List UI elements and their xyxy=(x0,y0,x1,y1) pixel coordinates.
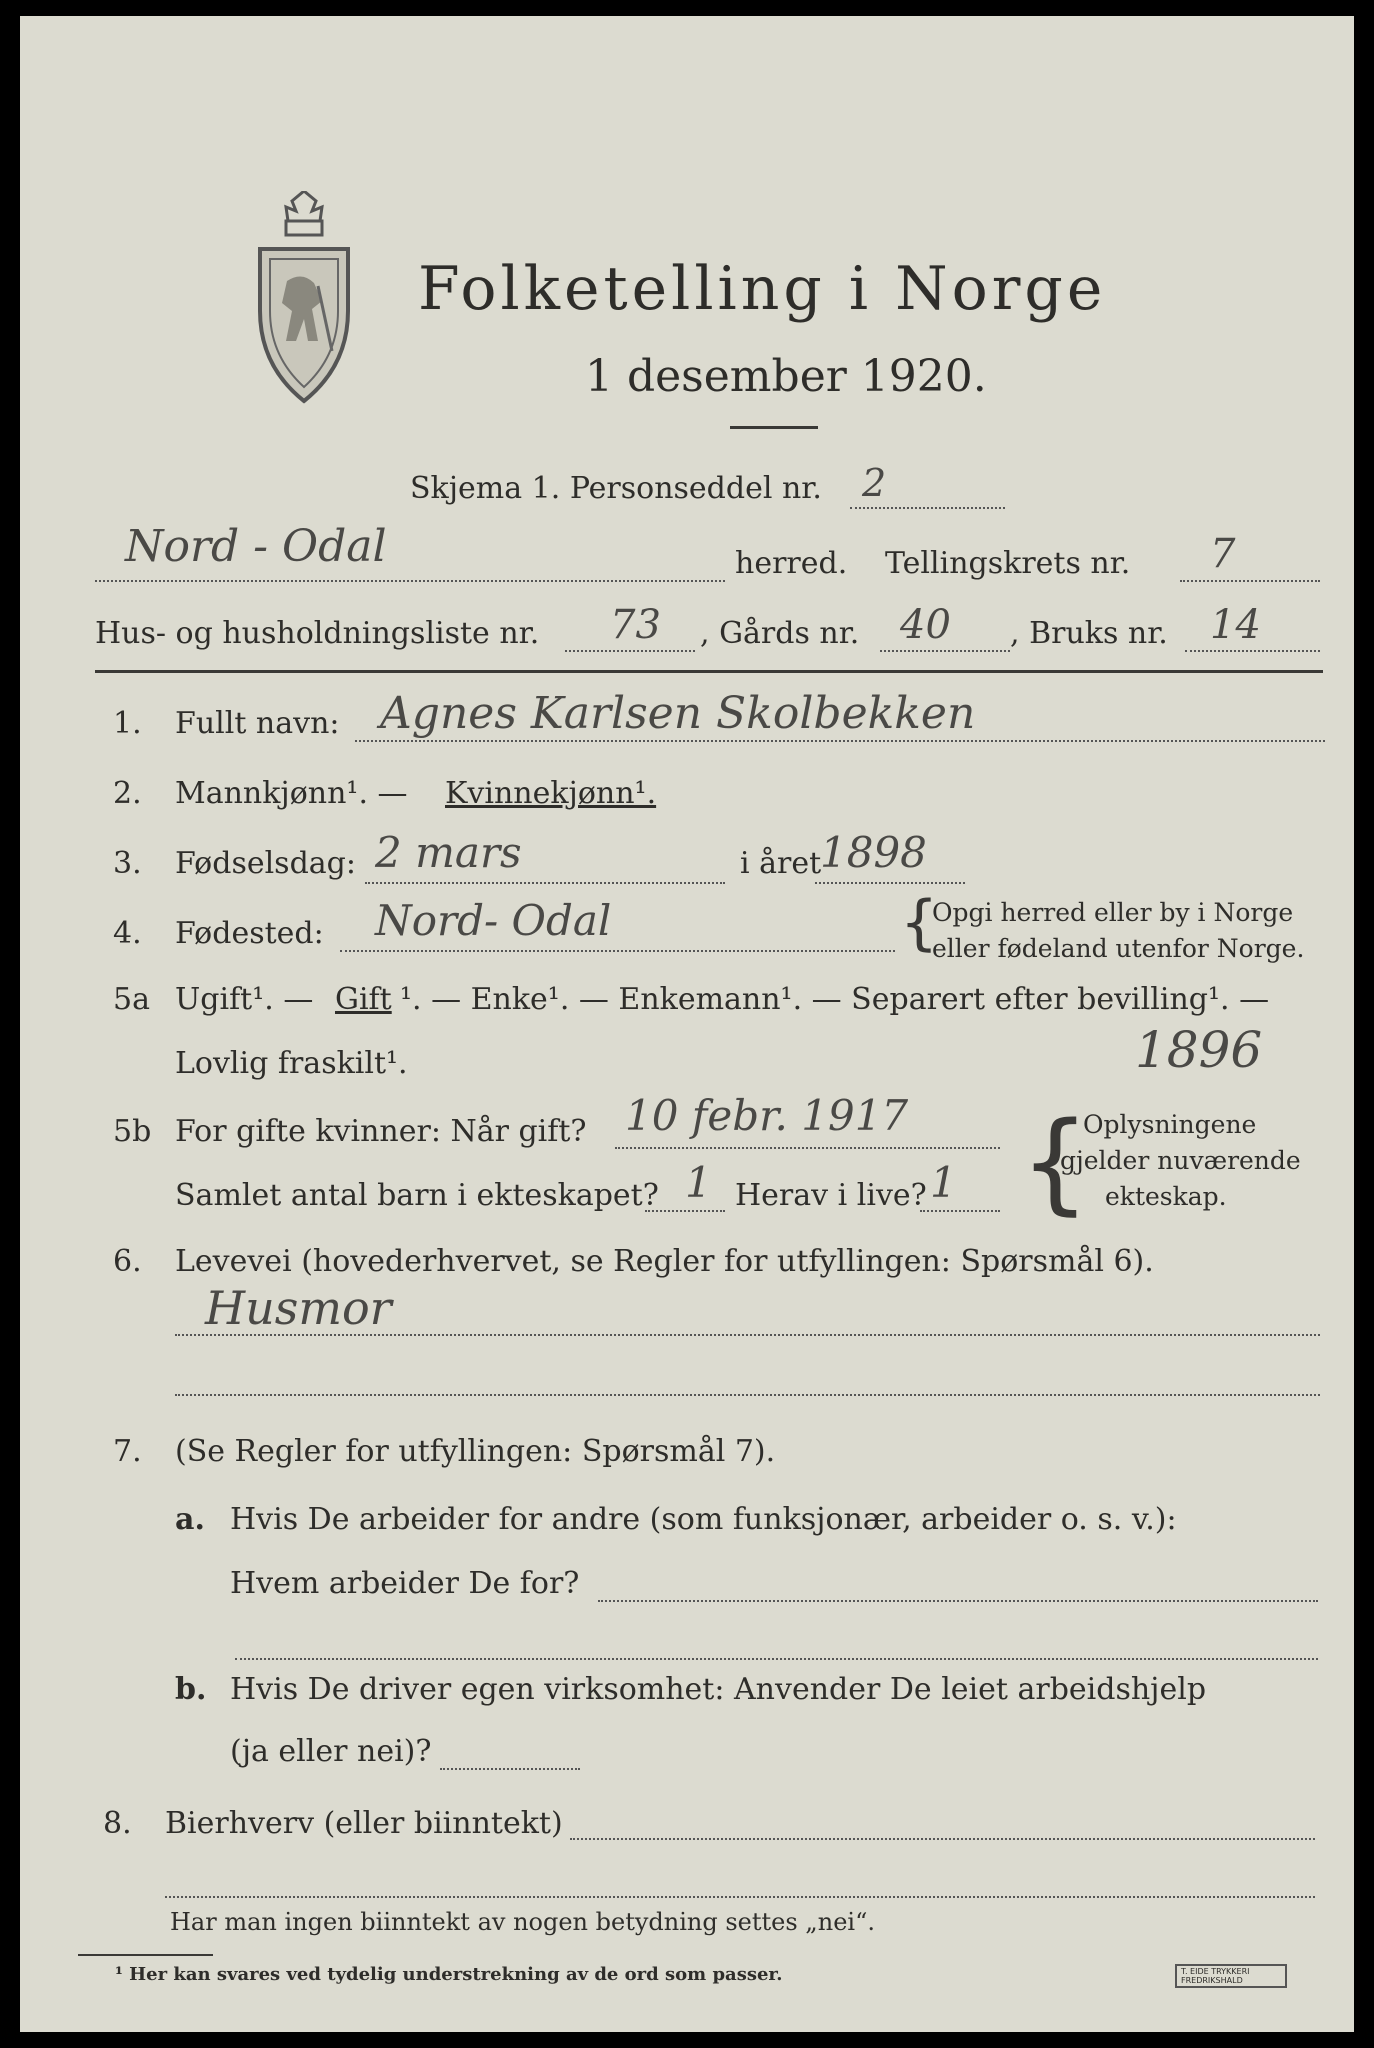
footnote: ¹ Her kan svares ved tydelig understrekning av de ord som passer. xyxy=(115,1964,783,1985)
q5a-ugift[interactable]: Ugift¹. — xyxy=(175,982,314,1017)
q8-number: 8. xyxy=(103,1806,132,1841)
header-rule xyxy=(95,670,1323,673)
household-label: Hus- og husholdningsliste nr. xyxy=(95,616,540,651)
q7a-question: Hvem arbeider De for? xyxy=(230,1566,580,1601)
q7a-line-2[interactable] xyxy=(235,1658,1318,1660)
q1-line xyxy=(355,740,1325,742)
q7-label: (Se Regler for utfyllingen: Spørsmål 7). xyxy=(175,1434,776,1469)
herred-label: herred. xyxy=(735,546,848,581)
q8-line-2[interactable] xyxy=(165,1896,1315,1898)
q5a-number: 5a xyxy=(113,982,150,1017)
q3-number: 3. xyxy=(113,846,142,881)
q4-note-1: Opgi herred eller by i Norge xyxy=(932,898,1294,927)
q7a-text: Hvis De arbeider for andre (som funksjonær, arbeider o. s. v.): xyxy=(230,1502,1177,1537)
q5b-live-label: Herav i live? xyxy=(735,1178,927,1213)
herred-line xyxy=(95,580,725,582)
q5b-barn-label: Samlet antal barn i ekteskapet? xyxy=(175,1178,659,1213)
q5b-label: For gifte kvinner: Når gift? xyxy=(175,1114,587,1149)
q1-label: Fullt navn: xyxy=(175,706,340,741)
q7b-text: Hvis De driver egen virksomhet: Anvender De leiet arbeidshjelp xyxy=(230,1672,1207,1707)
footnote-rule xyxy=(78,1954,213,1956)
gards-label: , Gårds nr. xyxy=(700,616,860,651)
q6-line-1 xyxy=(175,1334,1320,1336)
gards-line xyxy=(880,650,1010,652)
q7a-line-1[interactable] xyxy=(598,1600,1318,1602)
q5b-note-2: gjelder nuværende xyxy=(1060,1146,1301,1175)
q5b-brace: { xyxy=(1020,1098,1090,1226)
q7b-letter: b. xyxy=(175,1672,207,1707)
q7b-question: (ja eller nei)? xyxy=(230,1734,432,1769)
form-subtitle: 1 desember 1920. xyxy=(585,351,987,402)
q5b-barn-line xyxy=(645,1210,725,1212)
q3-value[interactable]: 2 mars xyxy=(375,828,522,877)
q4-value[interactable]: Nord- Odal xyxy=(375,896,612,945)
q5a-margin-note: 1896 xyxy=(1135,1021,1263,1079)
q5b-live-value[interactable]: 1 xyxy=(930,1158,957,1207)
q8-line-1[interactable] xyxy=(570,1838,1315,1840)
bruks-value[interactable]: 14 xyxy=(1210,602,1261,648)
household-value[interactable]: 73 xyxy=(610,602,661,648)
q5b-number: 5b xyxy=(113,1114,152,1149)
q4-line xyxy=(340,950,895,952)
q6-line-2 xyxy=(175,1394,1320,1396)
form-title: Folketelling i Norge xyxy=(418,254,1107,324)
q5a-gift[interactable]: Gift xyxy=(335,982,392,1017)
q6-number: 6. xyxy=(113,1244,142,1279)
q4-label: Fødested: xyxy=(175,916,324,951)
q5a-lovlig-fraskilt[interactable]: Lovlig fraskilt¹. xyxy=(175,1046,408,1081)
q2-option-kvinnekjonn[interactable]: Kvinnekjønn¹. xyxy=(445,776,657,811)
title-divider xyxy=(730,426,818,429)
q6-label: Levevei (hovederhvervet, se Regler for utfyllingen: Spørsmål 6). xyxy=(175,1244,1154,1279)
q3-year-line xyxy=(815,882,965,884)
q7a-letter: a. xyxy=(175,1502,205,1537)
q5a-other-options: ¹. — Enke¹. — Enkemann¹. — Separert efter bevilling¹. — xyxy=(400,982,1270,1017)
q8-label: Bierhverv (eller biinntekt) xyxy=(165,1806,563,1841)
q4-brace: { xyxy=(900,888,939,958)
q1-number: 1. xyxy=(113,706,142,741)
q1-value[interactable]: Agnes Karlsen Skolbekken xyxy=(380,688,976,739)
tellingskrets-line xyxy=(1180,580,1320,582)
q6-value[interactable]: Husmor xyxy=(205,1281,392,1335)
q3-label: Fødselsdag: xyxy=(175,846,356,881)
tellingskrets-label: Tellingskrets nr. xyxy=(885,546,1131,581)
bruks-label: , Bruks nr. xyxy=(1010,616,1168,651)
q5b-note-1: Oplysningene xyxy=(1083,1110,1257,1139)
q3-year-value[interactable]: 1898 xyxy=(820,828,927,877)
census-form xyxy=(20,16,1354,2032)
q5b-line xyxy=(615,1147,1000,1149)
q4-number: 4. xyxy=(113,916,142,951)
q7b-line[interactable] xyxy=(440,1768,580,1770)
q4-note-2: eller fødeland utenfor Norge. xyxy=(932,934,1305,963)
bottom-note: Har man ingen biinntekt av nogen betydning settes „nei“. xyxy=(170,1908,875,1936)
q2-number: 2. xyxy=(113,776,142,811)
gards-value[interactable]: 40 xyxy=(900,602,951,648)
bruks-line xyxy=(1185,650,1320,652)
q5b-live-line xyxy=(920,1210,1000,1212)
herred-value[interactable]: Nord - Odal xyxy=(125,521,387,572)
q5b-barn-value[interactable]: 1 xyxy=(685,1158,712,1207)
coat-of-arms-icon xyxy=(252,191,357,406)
personseddel-label: Skjema 1. Personseddel nr. xyxy=(410,471,822,506)
q5b-note-3: ekteskap. xyxy=(1105,1182,1227,1211)
q5b-value[interactable]: 10 febr. 1917 xyxy=(625,1091,909,1140)
q3-line xyxy=(365,882,725,884)
q2-label: Mannkjønn¹. — xyxy=(175,776,408,811)
personseddel-line xyxy=(850,507,1005,509)
personseddel-value[interactable]: 2 xyxy=(862,461,887,505)
printer-stamp: T. EIDE TRYKKERI FREDRIKSHALD xyxy=(1175,1964,1287,1988)
q3-year-label: i året xyxy=(740,846,822,881)
tellingskrets-value[interactable]: 7 xyxy=(1210,531,1236,577)
household-line xyxy=(565,650,695,652)
q7-number: 7. xyxy=(113,1434,142,1469)
